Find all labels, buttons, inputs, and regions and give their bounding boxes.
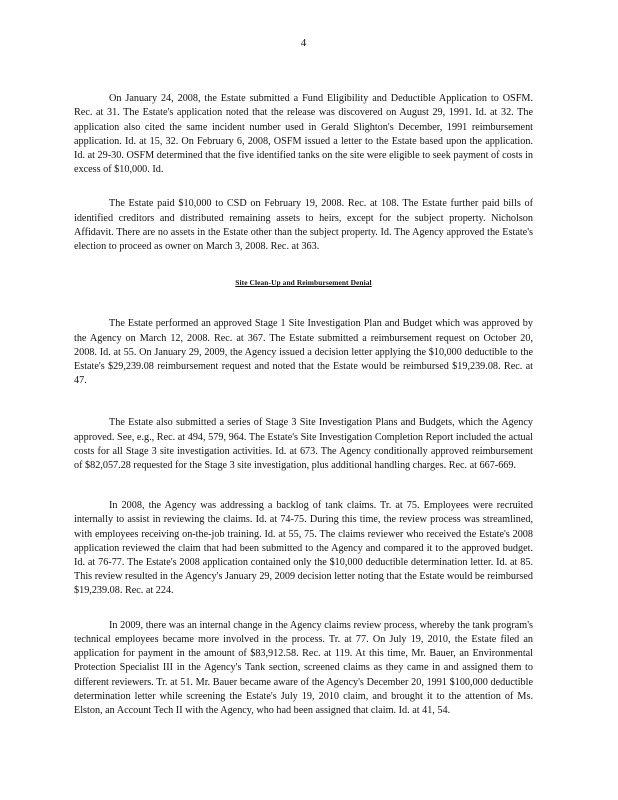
paragraph-claims-backlog: In 2008, the Agency was addressing a backlog of tank claims. Tr. at 75. Employees were recruited internally to assist in reviewing the claims. Id. at 74-75. During this time, the review process was streamlined, with employees receiving on-the-job training. Id. at 55, 75. The claims reviewer who received the Estate's 2008 application reviewed the claim that had been submitted to the Agency and compared it to the approved budget. Id. at 76-77. The Estate's 2008 application contained only the $10,000 deductible determination letter. Id. at 85. This review resulted in the Agency's January 29, 2009 decision letter noting that the Estate would be reimbursed $19,239.08. Rec. at 224. [74,500,533,597]
paragraph-review-change: In 2009, there was an internal change in the Agency claims review process, whereby the tank program's technical employees became more involved in the process. Tr. at 77. On July 19, 2010, the Estate filed an application for payment in the amount of $83,912.58. Rec. at 119. At this time, Mr. Bauer, an Environmental Protection Specialist III in the Agency's Tank section, screened claims as they came in and assigned them to different reviewers. Tr. at 51. Mr. Bauer became aware of the Agency's December 20, 1991 $100,000 deductible determination letter while screening the Estate's July 19, 2010 claim, and brought it to the attention of Ms. Elston, an Account Tech II with the Agency, who had been assigned that claim. Id. at 41, 54. [74,619,533,716]
paragraph-fund-eligibility: On January 24, 2008, the Estate submitted a Fund Eligibility and Deductible Application to OSFM. Rec. at 31. The Estate's application noted that the release was discovered on August 29, 1991. Id. at 32. The application also cited the same incident number used in Gerald Slighton's December, 1991 reimbursement application. Id. at 15, 32. On February 6, 2008, OSFM issued a letter to the Estate based upon the application. Id. at 29-30. OSFM determined that the five identified tanks on the site were eligible to seek payment of costs in excess of $10,000. Id. [74,93,533,176]
section-heading [74,276,533,290]
page-number: 4 [300,37,307,49]
paragraph-stage3-investigation: The Estate also submitted a series of Stage 3 Site Investigation Plans and Budgets, which the Agency approved. See, e.g., Rec. at 494, 579, 964. The Estate's Site Investigation Completion Report included the actual costs for all Stage 3 site investigation activities. Id. at 673. The Agency conditionally approved reimbursement of $82,057.28 requested for the Stage 3 site investigation, plus additional handling charges. Rec. at 667-669. [74,417,533,472]
paragraph-stage1-investigation: The Estate performed an approved Stage 1 Site Investigation Plan and Budget which was approved by the Agency on March 12, 2008. Rec. at 367. The Estate submitted a reimbursement request on October 20, 2008. Id. at 55. On January 29, 2009, the Agency issued a decision letter applying the $10,000 deductible to the Estate's $29,239.08 reimbursement request and noted that the Estate would be reimbursed $19,239.08. Rec. at 47. [74,318,533,387]
section-heading-text: Site Clean-Up and Reimbursement Denial [235,278,372,288]
paragraph-estate-payment: The Estate paid $10,000 to CSD on February 19, 2008. Rec. at 108. The Estate further paid bills of identified creditors and distributed remaining assets to heirs, except for the subject property. Nicholson Affidavit. There are no assets in the Estate other than the subject property. Id. The Agency approved the Estate's election to proceed as owner on March 3, 2008. Rec. at 363. [74,198,533,253]
